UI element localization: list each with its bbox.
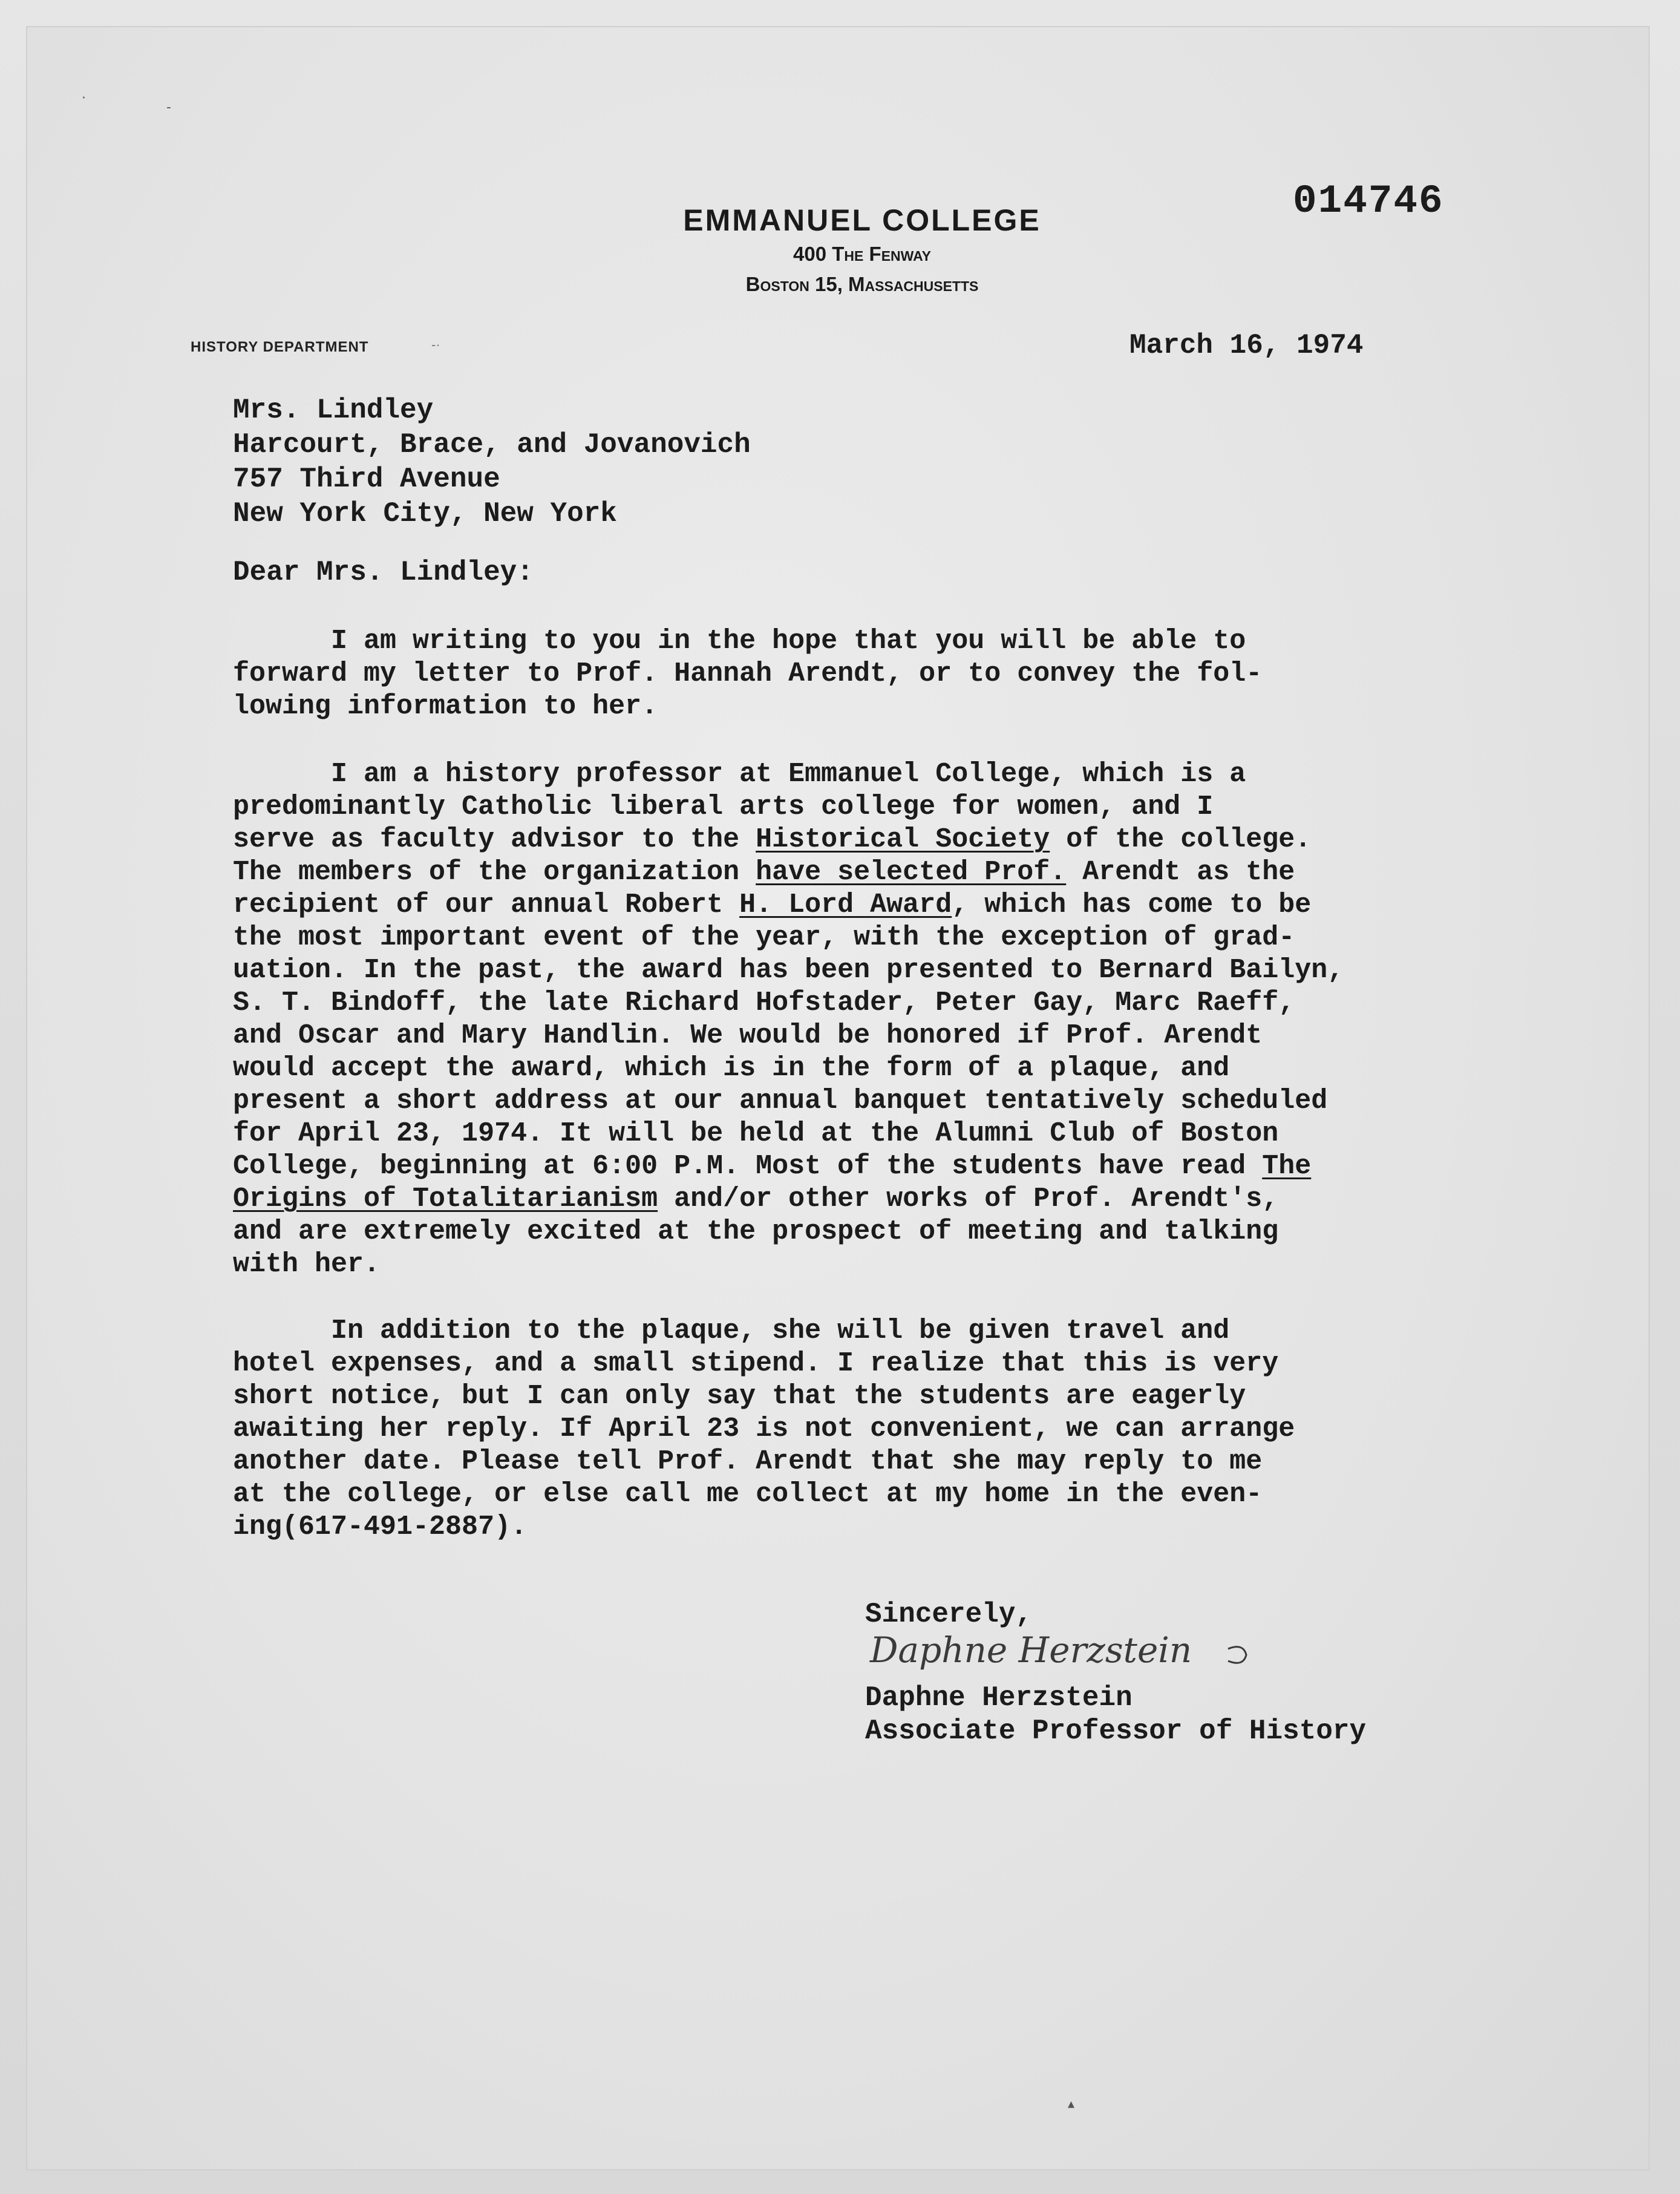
speck-mark: -	[166, 100, 171, 115]
recipient-company: Harcourt, Brace, and Jovanovich	[233, 429, 751, 460]
speck-mark: ·	[82, 91, 86, 106]
recipient-name: Mrs. Lindley	[233, 395, 434, 426]
text-segment: The members of the organization	[233, 857, 756, 888]
body-line: hotel expenses, and a small stipend. I realize that this is very	[233, 1348, 1279, 1379]
department-label: HISTORY DEPARTMENT	[191, 339, 369, 355]
body-line	[233, 889, 1576, 922]
body-line: predominantly Catholic liberal arts college for women, and I	[233, 791, 1214, 822]
handwritten-signature	[865, 1625, 1264, 1679]
body-line: another date. Please tell Prof. Arendt that she may reply to me	[233, 1446, 1263, 1477]
body-line: present a short address at our annual banquet tentatively scheduled	[233, 1086, 1328, 1116]
body-line: for April 23, 1974. It will be held at the Alumni Club of Boston	[233, 1118, 1279, 1149]
body-line: and are extremely excited at the prospect of meeting and talking	[233, 1216, 1279, 1247]
text-segment: recipient of our annual Robert	[233, 889, 740, 920]
body-line	[233, 824, 1576, 856]
underlined-lord-award: H. Lord Award	[739, 889, 952, 920]
department-mark: -·	[431, 337, 440, 352]
body-line: at the college, or else call me collect at my home in the even-	[233, 1479, 1263, 1510]
text-segment: and/or other works of Prof. Arendt's,	[658, 1184, 1279, 1214]
signature-flourish	[1228, 1647, 1246, 1663]
underlined-book-title: The	[1262, 1151, 1312, 1182]
body-paragraph-3	[233, 1315, 1576, 1544]
text-segment: , which has come to be	[952, 889, 1312, 920]
body-paragraph-2	[233, 758, 1576, 1281]
sender-title: Associate Professor of History	[865, 1715, 1367, 1747]
closing: Sincerely,	[865, 1599, 1033, 1630]
document-number: 014746	[1293, 178, 1444, 224]
letterhead	[632, 201, 1092, 300]
college-name: EMMANUEL COLLEGE	[683, 203, 1041, 237]
recipient-city: New York City, New York	[233, 498, 617, 529]
body-paragraph-1	[233, 625, 1576, 723]
body-line: the most important event of the year, with the exception of grad-	[233, 922, 1295, 953]
body-line: forward my letter to Prof. Hannah Arendt, or to convey the fol-	[233, 658, 1263, 689]
body-line: lowing information to her.	[233, 691, 658, 722]
underlined-historical-society: Historical Society	[756, 824, 1050, 855]
college-city: Boston 15, Massachusetts	[745, 273, 979, 295]
letter-page	[27, 27, 1649, 2169]
signature-text: Daphne Herzstein	[870, 1629, 1192, 1671]
body-line	[233, 1150, 1576, 1183]
letter-date: March 16, 1974	[1129, 330, 1364, 361]
body-line: short notice, but I can only say that the students are eagerly	[233, 1381, 1246, 1412]
body-line: and Oscar and Mary Handlin. We would be honored if Prof. Arendt	[233, 1020, 1263, 1051]
recipient-street: 757 Third Avenue	[233, 463, 500, 495]
text-segment: serve as faculty advisor to the	[233, 824, 756, 855]
body-line: with her.	[233, 1249, 381, 1280]
body-line: would accept the award, which is in the form of a plaque, and	[233, 1053, 1230, 1084]
text-segment: of the college.	[1050, 824, 1312, 855]
recipient-address	[233, 393, 751, 531]
body-line: In addition to the plaque, she will be given travel and	[233, 1315, 1230, 1346]
sender-name: Daphne Herzstein	[865, 1682, 1133, 1714]
underlined-selected-prof: have selected Prof.	[756, 857, 1067, 888]
text-segment: Arendt as the	[1066, 857, 1295, 888]
body-line: I am writing to you in the hope that you will be able to	[233, 626, 1246, 657]
underlined-book-title: Origins of Totalitarianism	[233, 1184, 658, 1214]
salutation: Dear Mrs. Lindley:	[233, 557, 534, 588]
body-line	[233, 856, 1576, 889]
speck-mark: ▴	[1068, 2097, 1075, 2112]
body-line: S. T. Bindoff, the late Richard Hofstader, Peter Gay, Marc Raeff,	[233, 987, 1295, 1018]
body-line: awaiting her reply. If April 23 is not convenient, we can arrange	[233, 1413, 1295, 1444]
body-line: I am a history professor at Emmanuel College, which is a	[233, 759, 1246, 790]
body-line	[233, 1183, 1576, 1216]
body-line: uation. In the past, the award has been presented to Bernard Bailyn,	[233, 955, 1344, 986]
body-line: ing(617-491-2887).	[233, 1511, 528, 1542]
college-street: 400 The Fenway	[793, 243, 931, 265]
text-segment: College, beginning at 6:00 P.M. Most of the students have read	[233, 1151, 1263, 1182]
